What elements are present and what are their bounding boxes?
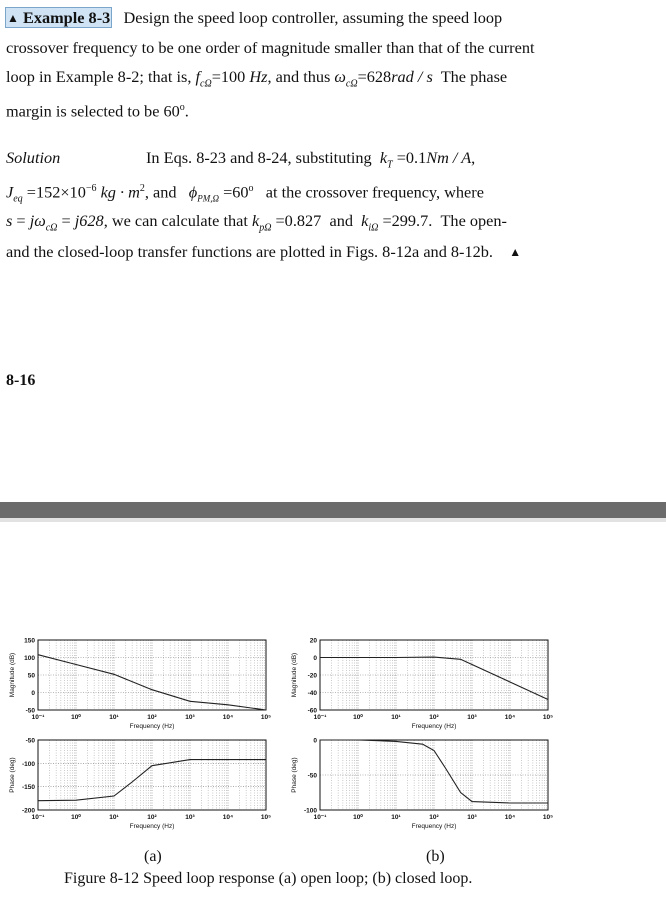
x-tick-label: 10⁴ <box>504 814 516 821</box>
paragraph-line-8: and the closed-loop transfer functions are plotted in Figs. 8-12a and 8-12b. ▲ <box>6 242 522 261</box>
x-tick-label: 10¹ <box>109 714 119 721</box>
x-tick-label: 10⁰ <box>353 714 363 721</box>
y-tick-label: -40 <box>307 690 317 697</box>
y-tick-label: 0 <box>313 655 317 662</box>
page-separator <box>0 502 666 518</box>
y-tick-label: -50 <box>25 737 35 745</box>
closed-magnitude-plot <box>291 638 553 731</box>
y-tick-label: -150 <box>21 784 35 792</box>
x-axis-label: Frequency (Hz) <box>129 823 175 830</box>
solution-line: Solution In Eqs. 8-23 and 8-24, substituting $k_T =0.1Nm / A$, <box>6 148 476 171</box>
x-tick-label: 10⁰ <box>353 814 363 821</box>
figure-label-b: (b) <box>426 848 445 865</box>
y-tick-label: -50 <box>307 772 317 780</box>
figure-label-a: (a) <box>144 848 162 865</box>
y-tick-label: 20 <box>309 637 317 645</box>
x-tick-label: 10³ <box>185 714 195 721</box>
y-tick-label: 0 <box>313 737 317 745</box>
y-axis-label: Phase (deg) <box>9 757 16 793</box>
y-tick-label: -20 <box>307 672 317 680</box>
paragraph-line-6: $J_{eq} =152\times 10^{-6}$ kg · $m^2$, and $\phi_{PM,\Omega} =60^o$ at the crossover frequency, where <box>6 182 484 205</box>
series-line <box>320 740 548 803</box>
y-axis-label: Magnitude (dB) <box>9 652 16 698</box>
figure-caption: Figure 8-12 Speed loop response (a) open loop; (b) closed loop. <box>64 870 473 887</box>
x-tick-label: 10³ <box>185 814 195 821</box>
x-tick-label: 10⁵ <box>542 714 554 721</box>
y-tick-label: 150 <box>24 637 35 645</box>
x-axis-label: Frequency (Hz) <box>411 723 457 730</box>
y-tick-label: 50 <box>27 672 35 680</box>
x-tick-label: 10⁴ <box>222 714 234 721</box>
x-tick-label: 10⁰ <box>71 714 81 721</box>
x-tick-label: 10⁰ <box>71 814 81 821</box>
x-tick-label: 10⁴ <box>504 714 516 721</box>
y-tick-label: -60 <box>307 707 317 715</box>
y-axis-label: Phase (deg) <box>291 757 298 793</box>
x-axis-label: Frequency (Hz) <box>411 823 457 830</box>
y-tick-label: -200 <box>21 807 35 815</box>
page-number: 8-16 <box>6 372 36 389</box>
x-tick-label: 10³ <box>467 714 477 721</box>
y-tick-label: -50 <box>25 707 35 715</box>
x-tick-label: 10⁻¹ <box>31 814 45 821</box>
y-tick-label: 100 <box>24 655 35 662</box>
example-label: ▲ Example 8-3 <box>7 8 111 27</box>
open-magnitude-plot <box>9 638 271 731</box>
figure-8-12 <box>0 522 666 910</box>
open-phase-plot <box>9 738 271 831</box>
y-tick-label: -100 <box>303 807 317 815</box>
x-tick-label: 10⁵ <box>542 814 554 821</box>
x-tick-label: 10³ <box>467 814 477 821</box>
x-tick-label: 10² <box>429 714 439 721</box>
paragraph-line-3: loop in Example 8-2; that is, $f_{c\Omega}=100$ Hz, and thus $\omega_{c\Omega}=628rad / s$ The phase <box>6 67 508 90</box>
x-tick-label: 10⁴ <box>222 814 234 821</box>
x-tick-label: 10⁵ <box>260 814 272 821</box>
end-triangle-icon: ▲ <box>509 245 522 259</box>
closed-phase-plot <box>291 738 553 831</box>
y-axis-label: Magnitude (dB) <box>291 652 298 698</box>
x-tick-label: 10¹ <box>109 814 119 821</box>
x-tick-label: 10⁻¹ <box>313 814 327 821</box>
x-tick-label: 10² <box>147 714 157 721</box>
document-page-lower <box>0 522 666 910</box>
y-tick-label: 0 <box>31 690 35 697</box>
paragraph-line-2: crossover frequency to be one order of magnitude smaller than that of the current <box>6 38 535 57</box>
paragraph-line-7: $s = j\omega_{c\Omega} = j628$, we can calculate that $k_{p\Omega} =0.827$ and $k_{i\Omega} =299.7$. The open- <box>6 211 507 234</box>
x-tick-label: 10⁵ <box>260 714 272 721</box>
x-axis-label: Frequency (Hz) <box>129 723 175 730</box>
x-tick-label: 10¹ <box>391 714 401 721</box>
solution-label: Solution <box>6 148 61 167</box>
y-tick-label: -100 <box>21 760 35 768</box>
triangle-marker-icon: ▲ <box>7 11 19 25</box>
example-heading-line: ▲ Example 8-3 Design the speed loop controller, assuming the speed loop <box>7 8 503 27</box>
x-tick-label: 10² <box>429 814 439 821</box>
x-tick-label: 10⁻¹ <box>313 714 327 721</box>
paragraph-line-4: margin is selected to be 60$^o$. <box>6 101 189 121</box>
x-tick-label: 10² <box>147 814 157 821</box>
x-tick-label: 10¹ <box>391 814 401 821</box>
x-tick-label: 10⁻¹ <box>31 714 45 721</box>
